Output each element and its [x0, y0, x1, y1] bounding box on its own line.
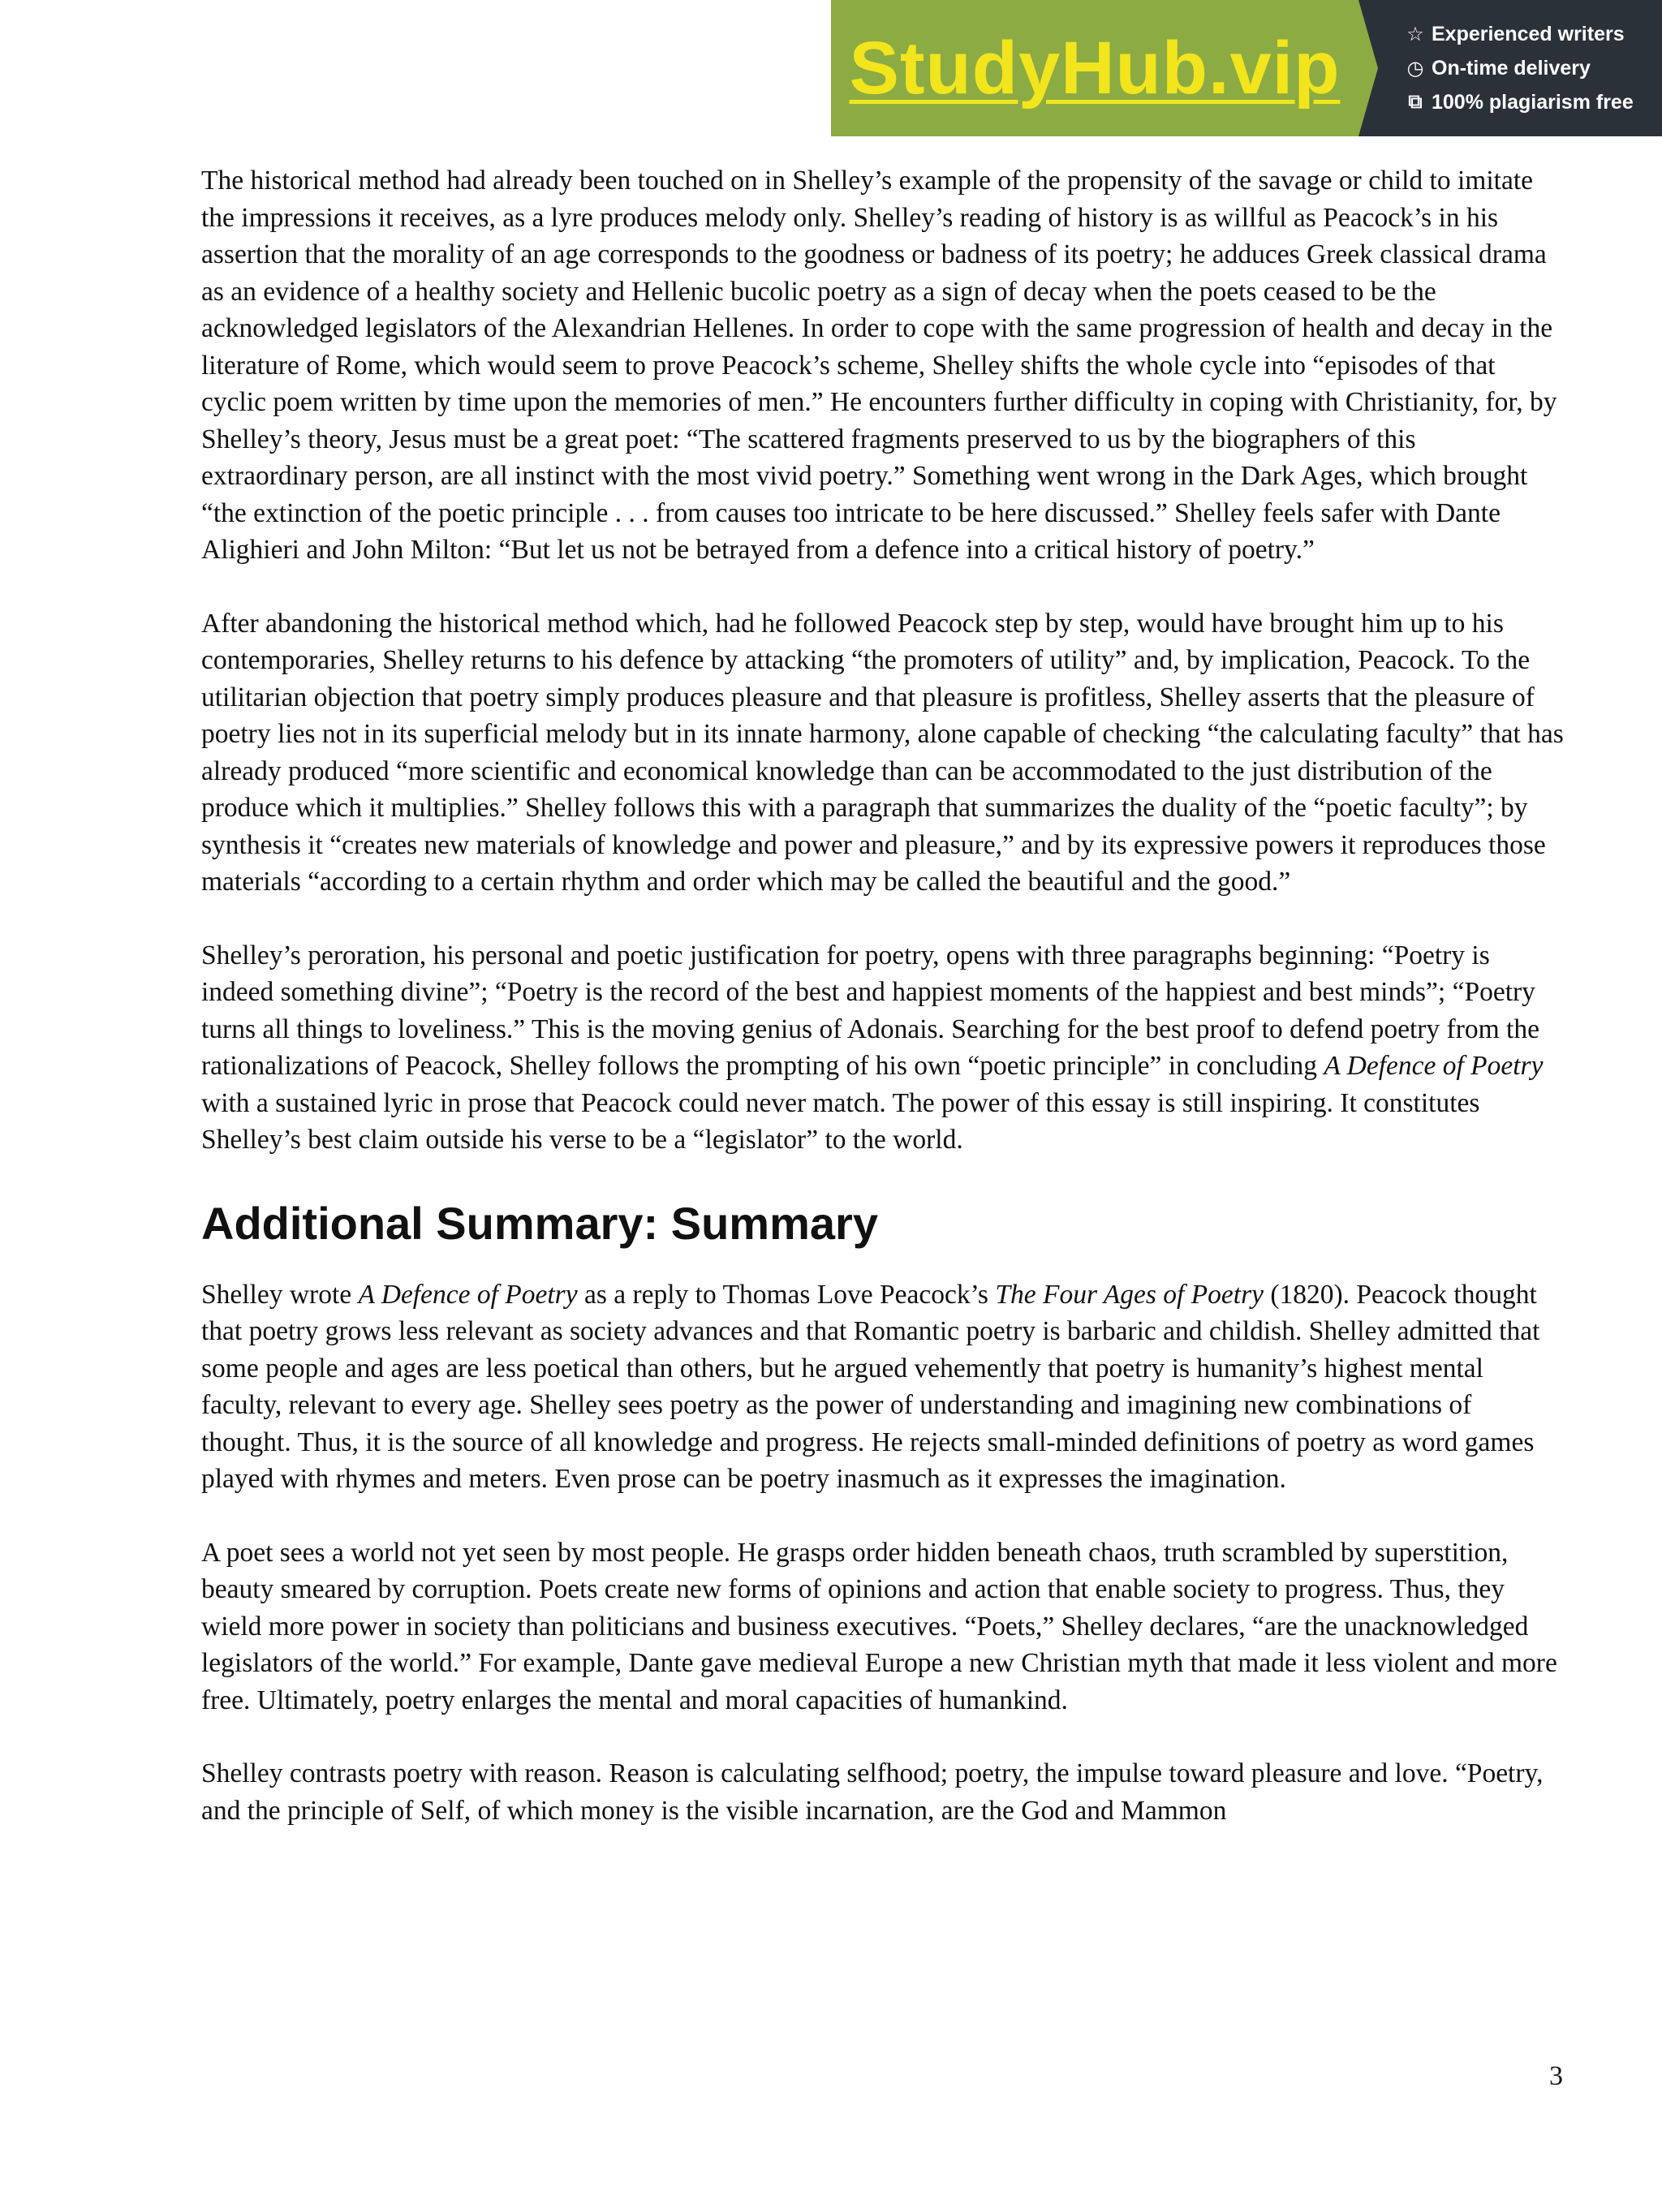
text-run: with a sustained lyric in prose that Peacock could never match. The power of this essay is still inspiring. It constitutes Shelley’s best claim outside his verse to be a “legislator” to the world.	[201, 1087, 1480, 1155]
text-run: (1820). Peacock thought that poetry grows less relevant as society advances and that Romantic poetry is barbaric and childish. Shelley admitted that some people and ages are less poetical than others, but he argued vehemently that poetry is humanity’s highest mental faculty, relevant to every age. Shelley sees poetry as the power of understanding and imagining new combinations of thought. Thus, it is the source of all knowledge and progress. He rejects small-minded definitions of poetry as word games played with rhymes and meters. Even prose can be poetry inasmuch as it expresses the imagination.	[201, 1279, 1540, 1494]
italic-title: The Four Ages of Poetry	[995, 1279, 1264, 1310]
paragraph-poetry-and-reason: Shelley contrasts poetry with reason. Reason is calculating selfhood; poetry, the impulse toward pleasure and love. “Poetry, and the principle of Self, of which money is the visible incarnation, are the God and Mammon	[201, 1758, 1544, 1826]
document-body	[201, 162, 1565, 1866]
banner-divider-arrow	[1358, 0, 1378, 136]
clock-icon: ◷	[1406, 57, 1424, 80]
section-heading: Additional Summary: Summary	[201, 1197, 878, 1249]
studyhub-banner[interactable]	[831, 0, 1662, 136]
page-number: 3	[1549, 2061, 1563, 2091]
paragraph-promoters-of-utility: After abandoning the historical method which, had he followed Peacock step by step, would have brought him up to his contemporaries, Shelley returns to his defence by attacking “the promoters of utility” and, by implication, Peacock. To the utilitarian objection that poetry simply produces pleasure and that pleasure is profitless, Shelley asserts that the pleasure of poetry lies not in its superficial melody but in its innate harmony, alone capable of checking “the calculating faculty” that has already produced “more scientific and economical knowledge than can be accommodated to the just distribution of the produce which it multiplies.” Shelley follows this with a paragraph that summarizes the duality of the “poetic faculty”; by synthesis it “creates new materials of knowledge and power and pleasure,” and by its expressive powers it reproduces those materials “according to a certain rhythm and order which may be called the beautiful and the good.”	[201, 608, 1564, 897]
feature-on-time-delivery	[1406, 54, 1662, 83]
feature-experienced-writers	[1406, 19, 1662, 49]
text-run: Shelley’s peroration, his personal and poetic justification for poetry, opens with three paragraphs beginning: “Poetry is indeed something divine”; “Poetry is the record of the best and happiest moments of the happiest and best minds”; “Poetry turns all things to loveliness.” This is the moving genius of Adonais. Searching for the best proof to defend poetry from the rationalizations of Peacock, Shelley follows the prompting of his own “poetic principle” in concluding	[201, 940, 1539, 1081]
italic-title: A Defence of Poetry	[1324, 1051, 1544, 1081]
feature-label: 100% plagiarism free	[1432, 90, 1634, 114]
star-icon: ☆	[1406, 23, 1424, 45]
feature-label: On-time delivery	[1432, 56, 1591, 80]
studyhub-logo[interactable]	[831, 0, 1358, 136]
studyhub-logo-text: StudyHub.vip	[849, 26, 1341, 110]
feature-plagiarism-free	[1406, 88, 1662, 117]
banner-features-list	[1358, 0, 1662, 136]
feature-label: Experienced writers	[1432, 22, 1625, 45]
paragraph-summary-intro	[201, 1276, 1565, 1498]
paragraph-peroration	[201, 937, 1565, 1159]
paragraph-historical-method: The historical method had already been touched on in Shelley’s example of the propensity of the savage or child to imitate the impressions it receives, as a lyre produces melody only. Shelley’s reading of history is as willful as Peacock’s in his assertion that the morality of an age corresponds to the goodness or badness of its poetry; he adduces Greek classical drama as an evidence of a healthy society and Hellenic bucolic poetry as a sign of decay when the poets ceased to be the acknowledged legislators of the Alexandrian Hellenes. In order to cope with the same progression of health and decay in the literature of Rome, which would seem to prove Peacock’s scheme, Shelley shifts the whole cycle into “episodes of that cyclic poem written by time upon the memories of men.” He encounters further difficulty in coping with Christianity, for, by Shelley’s theory, Jesus must be a great poet: “The scattered fragments preserved to us by the biographers of this extraordinary person, are all instinct with the most vivid poetry.” Something went wrong in the Dark Ages, which brought “the extinction of the poetic principle . . . from causes too intricate to be here discussed.” Shelley feels safer with Dante Alighieri and John Milton: “But let us not be betrayed from a defence into a critical history of poetry.”	[201, 166, 1557, 565]
paragraph-poet-sees-world: A poet sees a world not yet seen by most people. He grasps order hidden beneath chaos, truth scrambled by superstition, beauty smeared by corruption. Poets create new forms of opinions and action that enable society to progress. Thus, they wield more power in society than politicians and business executives. “Poets,” Shelley declares, “are the unacknowledged legislators of the world.” For example, Dante gave medieval Europe a new Christian myth that made it less violent and more free. Ultimately, poetry enlarges the mental and moral capacities of humankind.	[201, 1537, 1557, 1715]
text-run: as a reply to Thomas Love Peacock’s	[577, 1279, 996, 1310]
copy-icon: ⧉	[1408, 91, 1423, 113]
text-run: Shelley wrote	[201, 1279, 359, 1310]
italic-title: A Defence of Poetry	[358, 1279, 578, 1310]
